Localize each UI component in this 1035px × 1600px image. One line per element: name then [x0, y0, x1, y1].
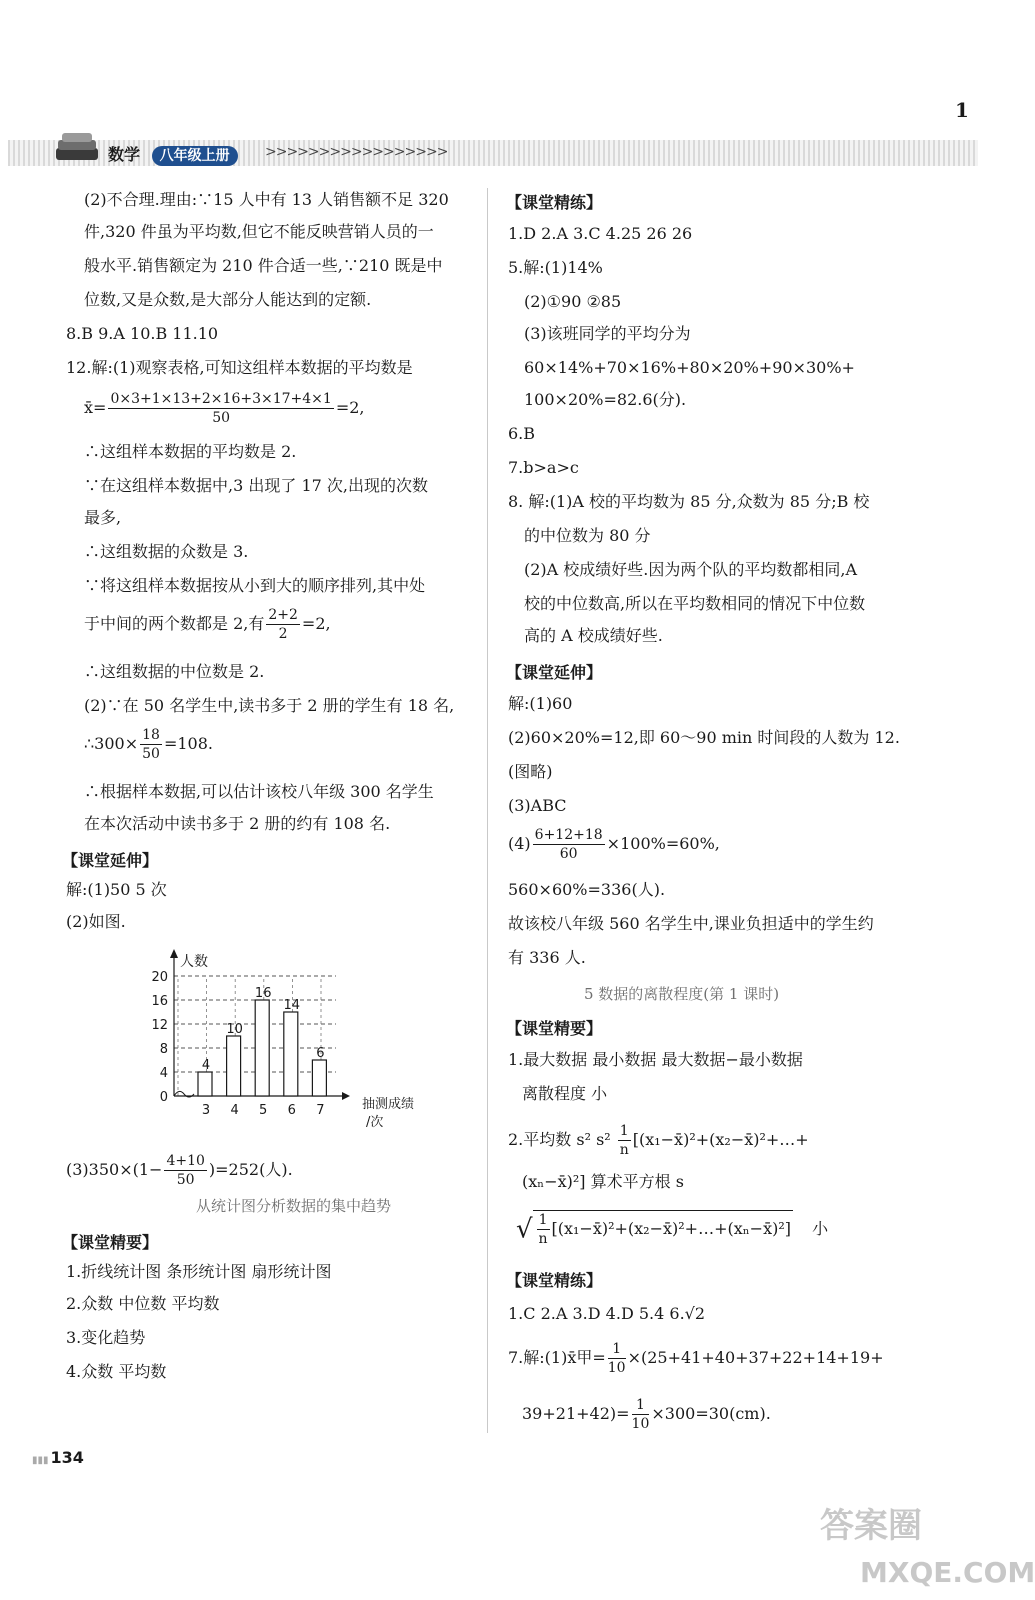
- right-practice2-heading: 【课堂精练】: [506, 1271, 603, 1290]
- q7-numerator2: 1: [632, 1396, 650, 1415]
- left-extension-heading: 【课堂延伸】: [62, 851, 159, 870]
- header-chevrons: >>>>>>>>>>>>>>>>>: [265, 144, 448, 160]
- bar-chart: [140, 950, 415, 1140]
- sum2-text: 2.平均数 s² s²: [508, 1130, 611, 1149]
- y-tick-label: 8: [159, 1042, 168, 1057]
- q7-sum-end: 39+21+42)=: [522, 1404, 630, 1423]
- right-ext-line4: (3)ABC: [508, 796, 567, 815]
- left-q12-line10: (2)∵在 50 名学生中,读书多于 2 册的学生有 18 名,: [84, 696, 455, 715]
- right-ext-line8: 有 336 人.: [508, 948, 586, 967]
- right-extension-heading: 【课堂延伸】: [506, 663, 603, 682]
- left-q12-line12: ∴根据样本数据,可以估计该校八年级 300 名学生: [84, 782, 434, 801]
- left-summary-1: 1.折线统计图 条形统计图 扇形统计图: [66, 1262, 332, 1281]
- left-p2-line2: 件,320 件虽为平均数,但它不能反映营销人员的一: [84, 222, 434, 241]
- left-summary-3: 3.变化趋势: [66, 1328, 146, 1347]
- right-summary-2: [508, 1122, 809, 1159]
- median-result: =2,: [301, 614, 331, 633]
- mean-rhs: =2,: [335, 398, 365, 417]
- estimate-result: =108.: [163, 734, 213, 753]
- right-ext-line5: [508, 826, 720, 863]
- y-tick-label: 0: [159, 1090, 168, 1105]
- left-summary-heading: 【课堂精要】: [62, 1233, 159, 1252]
- q7-sum: ×(25+41+40+37+22+14+19+: [627, 1348, 884, 1367]
- bar-value-label: 6: [316, 1046, 325, 1061]
- left-q12-line1: 12.解:(1)观察表格,可知这组样本数据的平均数是: [66, 358, 413, 377]
- right-q8-line2: 的中位数为 80 分: [524, 526, 651, 545]
- q7-fraction: [608, 1340, 626, 1377]
- right-summary-1: 1.最大数据 最小数据 最大数据−最小数据: [508, 1050, 803, 1069]
- x-axis-arrow-icon: [342, 1092, 350, 1100]
- sqrt-tail: 小: [812, 1219, 829, 1238]
- bar: [198, 1072, 212, 1096]
- header-title: [108, 142, 238, 166]
- y-tick-label: 16: [151, 994, 168, 1009]
- ext3-text: (3)350×(1−: [66, 1160, 163, 1179]
- mean-fraction: [108, 390, 333, 427]
- estimate-fraction: [140, 726, 162, 763]
- left-q12-mean-formula: [84, 390, 364, 427]
- right-q8-line5: 高的 A 校成绩好些.: [524, 626, 663, 645]
- y-tick-label: 20: [151, 970, 168, 985]
- x-axis-label-line2: /次: [366, 1115, 384, 1130]
- right-q5-line4: 60×14%+70×16%+80×20%+90×30%+: [524, 358, 855, 377]
- right-q8-line4: 校的中位数高,所以在平均数相同的情况下中位数: [524, 594, 866, 613]
- right-summary-1b: 离散程度 小: [522, 1084, 608, 1103]
- page-number-value: 134: [50, 1448, 84, 1467]
- right-answer-6: 6.B: [508, 424, 536, 443]
- right-ext-line2: (2)60×20%=12,即 60～90 min 时间段的人数为 12.: [508, 728, 900, 747]
- left-q12-line4: ∵在这组样本数据中,3 出现了 17 次,出现的次数: [84, 476, 428, 495]
- estimate-numerator: 18: [142, 727, 160, 743]
- right-answer-7: 7.b>a>c: [508, 458, 579, 477]
- sum2-formula: [(x₁−x̄)²+(x₂−x̄)²+…+: [632, 1130, 809, 1149]
- left-q12-line6: ∴这组数据的众数是 3.: [84, 542, 249, 561]
- book-stack-icon: [52, 130, 104, 166]
- bar: [312, 1060, 326, 1096]
- bar-chart-svg: [140, 950, 415, 1140]
- sqrt-body: [533, 1210, 793, 1248]
- page-number-dots: ▮▮▮: [32, 1455, 49, 1466]
- left-answers-8-11: 8.B 9.A 10.B 11.10: [66, 324, 219, 343]
- x-axis-label-line1: 抽测成绩: [362, 1097, 415, 1112]
- y-tick-label: 12: [151, 1018, 168, 1033]
- right-q7-line1: [508, 1340, 884, 1377]
- ext3-fraction: [164, 1152, 206, 1189]
- median-text: 于中间的两个数都是 2,有: [84, 614, 265, 633]
- right-summary-2c: (xₙ−x̄)²] 算术平方根 s: [522, 1172, 684, 1191]
- right-q5-line3: (3)该班同学的平均分为: [524, 324, 691, 343]
- bar-value-label: 14: [283, 998, 301, 1013]
- right-ext-line6: 560×60%=336(人).: [508, 880, 666, 899]
- q7-text: 7.解:(1)x̄甲=: [508, 1348, 606, 1367]
- left-q12-line7: ∵将这组样本数据按从小到大的顺序排列,其中处: [84, 576, 426, 595]
- left-q12-line9: ∴这组数据的中位数是 2.: [84, 662, 265, 681]
- left-q12-line11: [84, 726, 213, 763]
- watermark-url: MXQE.COM: [860, 1556, 1035, 1589]
- bar-value-label: 4: [201, 1058, 211, 1073]
- left-q12-line5: 最多,: [84, 508, 122, 527]
- mean-lhs: x̄=: [84, 398, 107, 417]
- left-p2-line3: 般水平.销售额定为 210 件合适一些,∵210 既是中: [84, 256, 443, 275]
- ext5-numerator: 6+12+18: [534, 827, 603, 843]
- median-denominator: 2: [278, 626, 288, 642]
- left-ext-line2: (2)如图.: [66, 912, 126, 931]
- median-numerator: 2+2: [268, 607, 298, 623]
- right-q5-line2: (2)①90 ②85: [524, 292, 622, 311]
- right-ext-line1: 解:(1)60: [508, 694, 573, 713]
- y-axis-label: 人数: [180, 954, 208, 970]
- bar-value-label: 10: [226, 1022, 243, 1037]
- median-fraction: [266, 606, 300, 643]
- left-q12-line8: [84, 606, 331, 643]
- bar: [227, 1036, 241, 1096]
- q7-numerator: 1: [608, 1340, 626, 1359]
- estimate-text: ∴300×: [84, 734, 139, 753]
- right-answers2-1-6: 1.C 2.A 3.D 4.D 5.4 6.√2: [508, 1304, 706, 1323]
- y-axis-arrow-icon: [170, 949, 178, 958]
- sum2-denominator: n: [619, 1142, 629, 1158]
- left-p2-line4: 位数,又是众数,是大部分人能达到的定额.: [84, 290, 372, 309]
- grade-badge: 八年级上册: [152, 146, 238, 166]
- ext5-denominator: 60: [559, 846, 578, 862]
- right-q8-line3: (2)A 校成绩好些.因为两个队的平均数都相同,A: [524, 560, 858, 579]
- bar: [284, 1012, 298, 1096]
- sqrt-formula: [(x₁−x̄)²+(x₂−x̄)²+…+(xₙ−x̄)²]: [551, 1219, 792, 1238]
- right-answers-1-4: 1.D 2.A 3.C 4.25 26 26: [508, 224, 693, 243]
- left-summary-2: 2.众数 中位数 平均数: [66, 1294, 220, 1313]
- left-q12-line3: ∴这组样本数据的平均数是 2.: [84, 442, 297, 461]
- right-q7-line2: [522, 1396, 771, 1433]
- left-ext-line3: [66, 1152, 293, 1189]
- y-tick-label: 4: [159, 1066, 168, 1081]
- right-summary-sqrt: [516, 1210, 828, 1248]
- q7-denominator2: 10: [631, 1416, 650, 1432]
- sqrt-numerator: 1: [538, 1212, 548, 1228]
- q7-denominator: 10: [607, 1360, 626, 1376]
- ext3-result: )=252(人).: [208, 1160, 293, 1179]
- column-divider: [487, 188, 488, 1433]
- q7-result: ×300=30(cm).: [651, 1404, 771, 1423]
- estimate-denominator: 50: [142, 746, 160, 762]
- watermark-logo: 答案圈: [820, 1506, 922, 1546]
- left-q12-line13: 在本次活动中读书多于 2 册的约有 108 名.: [84, 814, 391, 833]
- left-summary-4: 4.众数 平均数: [66, 1362, 167, 1381]
- bar-value-label: 16: [254, 986, 272, 1001]
- x-tick-label: 5: [259, 1103, 268, 1118]
- x-tick-label: 4: [230, 1103, 239, 1118]
- sqrt-fraction: [537, 1211, 550, 1248]
- sqrt-denominator: n: [538, 1231, 548, 1247]
- left-section-title: 从统计图分析数据的集中趋势: [196, 1197, 392, 1215]
- x-tick-label: 6: [287, 1103, 296, 1118]
- right-ext-line3: (图略): [508, 762, 553, 781]
- ext3-numerator: 4+10: [166, 1153, 205, 1169]
- ext5-text: (4): [508, 834, 531, 853]
- page-number: [32, 1448, 84, 1467]
- ext5-fraction: [533, 826, 605, 863]
- sum2-fraction: [618, 1122, 631, 1159]
- left-p2-line1: (2)不合理.理由:∵15 人中有 13 人销售额不足 320: [84, 190, 449, 209]
- ext5-result: ×100%=60%,: [606, 834, 720, 853]
- bar: [255, 1000, 269, 1096]
- right-summary-heading: 【课堂精要】: [506, 1019, 603, 1038]
- right-q5-line1: 5.解:(1)14%: [508, 258, 603, 277]
- subject-label: 数学: [108, 145, 141, 164]
- x-tick-label: 7: [316, 1103, 325, 1118]
- x-tick-label: 3: [201, 1103, 211, 1118]
- ext3-denominator: 50: [176, 1172, 195, 1188]
- corner-mark: 1: [955, 98, 969, 122]
- right-q5-line5: 100×20%=82.6(分).: [524, 390, 687, 409]
- sqrt-icon: √: [516, 1214, 533, 1245]
- right-ext-line7: 故该校八年级 560 名学生中,课业负担适中的学生约: [508, 914, 874, 933]
- mean-numerator: 0×3+1×13+2×16+3×17+4×1: [110, 391, 332, 407]
- left-ext-line1: 解:(1)50 5 次: [66, 880, 167, 899]
- sum2-numerator: 1: [619, 1123, 629, 1139]
- mean-denominator: 50: [212, 410, 231, 426]
- right-practice-heading: 【课堂精练】: [506, 193, 603, 212]
- right-q8-line1: 8. 解:(1)A 校的平均数为 85 分,众数为 85 分;B 校: [508, 492, 870, 511]
- q7-fraction2: [632, 1396, 650, 1433]
- right-section-title: 5 数据的离散程度(第 1 课时): [584, 985, 780, 1003]
